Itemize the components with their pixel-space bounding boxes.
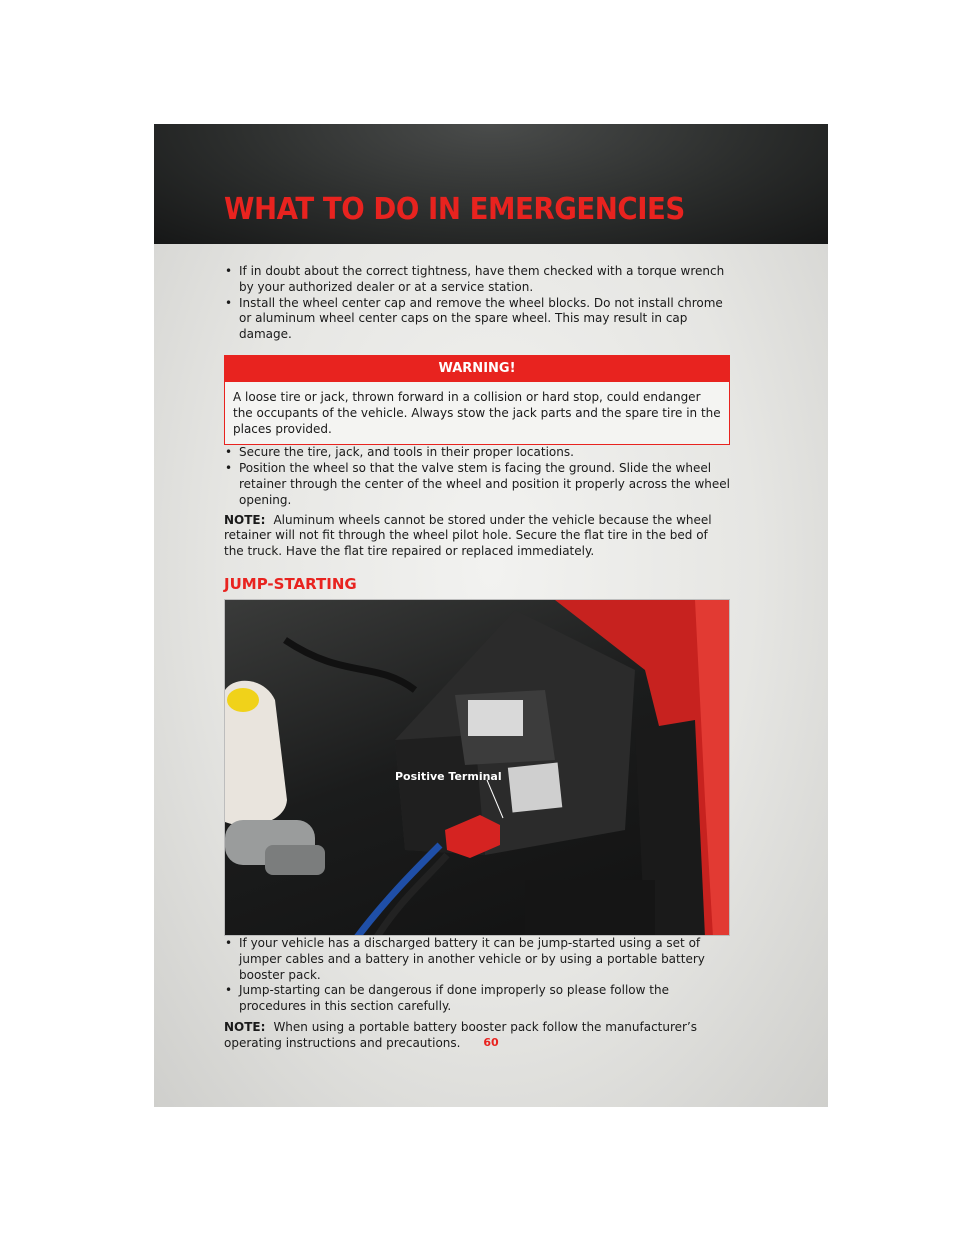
jump-bullet-list xyxy=(224,936,730,1015)
manual-page xyxy=(154,124,828,1107)
list-item: • Secure the tire, jack, and tools in their proper locations. xyxy=(224,445,730,461)
section-heading-jump-starting: JUMP-STARTING xyxy=(224,574,357,593)
list-item: • If in doubt about the correct tightness, have them checked with a torque wrench by your authorized dealer or at a service station. xyxy=(224,264,730,296)
note-aluminum-wheels xyxy=(224,513,730,560)
battery-illustration xyxy=(225,600,730,936)
list-item: • If your vehicle has a discharged battery it can be jump-started using a set of jumper cables and a battery in another vehicle or by using a portable battery booster pack. xyxy=(224,936,730,983)
list-item: • Position the wheel so that the valve stem is facing the ground. Slide the wheel retainer through the center of the wheel and position it properly across the wheel opening. xyxy=(224,461,730,508)
warning-title: WARNING! xyxy=(225,356,729,382)
warning-box xyxy=(224,355,730,445)
note-label: NOTE: xyxy=(224,1019,266,1034)
page-content xyxy=(224,264,730,1052)
battery-photo xyxy=(224,599,730,936)
note-text: When using a portable battery booster pack follow the manufacturer’s operating instructions and precautions. xyxy=(224,1019,698,1050)
page-header xyxy=(154,124,828,244)
warning-body: A loose tire or jack, thrown forward in a collision or hard stop, could endanger the occupants of the vehicle. Always stow the jack parts and the spare tire in the places provided. xyxy=(233,389,721,436)
note-text: Aluminum wheels cannot be stored under the vehicle because the wheel retainer will not fit through the wheel pilot hole. Secure the flat tire in the bed of the truck. Have the flat tire repaired or replaced immediately. xyxy=(224,512,712,559)
note-label: NOTE: xyxy=(224,512,266,527)
page-title: WHAT TO DO IN EMERGENCIES xyxy=(224,192,685,227)
page-number: 60 xyxy=(483,1036,499,1049)
list-item: • Install the wheel center cap and remove the wheel blocks. Do not install chrome or aluminum wheel center caps on the spare wheel. This may result in cap damage. xyxy=(224,296,730,343)
list-item: • Jump-starting can be dangerous if done improperly so please follow the procedures in this section carefully. xyxy=(224,983,730,1015)
intro-bullet-list xyxy=(224,264,730,343)
stow-bullet-list xyxy=(224,445,730,508)
positive-terminal-label: Positive Terminal xyxy=(395,769,502,783)
